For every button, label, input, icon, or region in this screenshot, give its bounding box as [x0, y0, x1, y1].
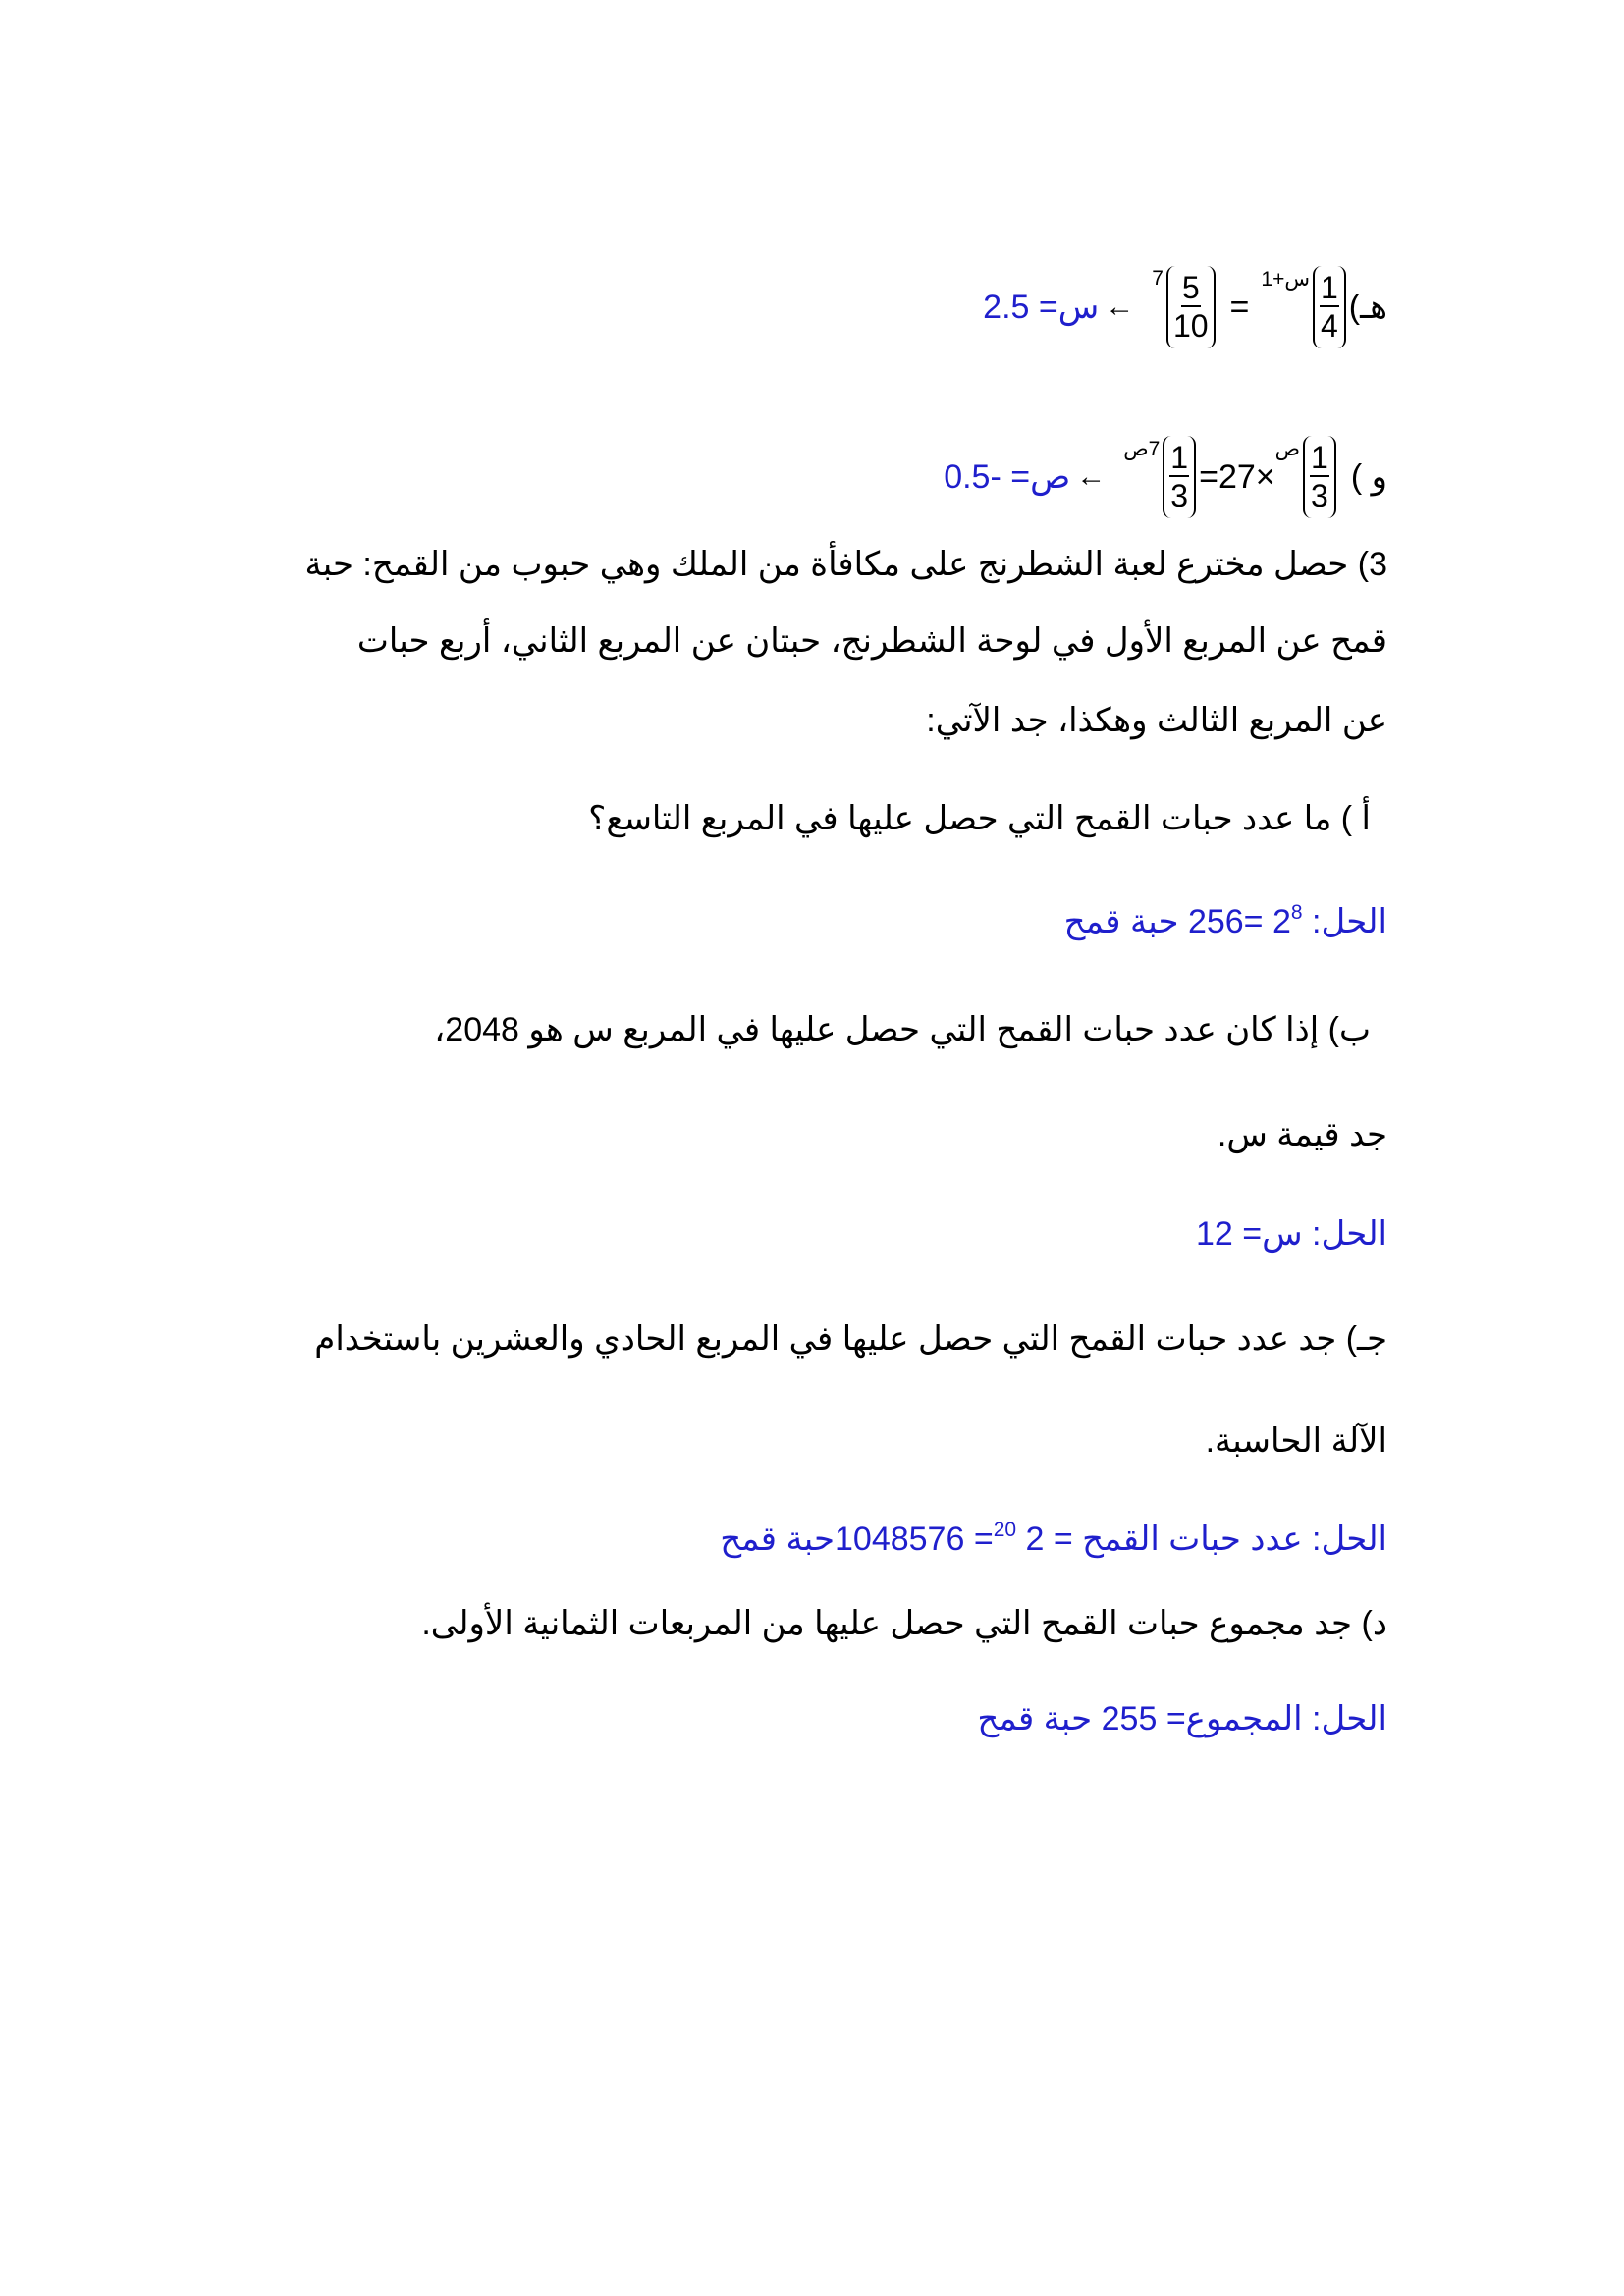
fraction-denominator: 3: [1170, 478, 1189, 513]
equation-w: [944, 433, 1387, 521]
equation-w-solution: ص= -0.5: [944, 458, 1071, 496]
fraction-numerator: 1: [1320, 270, 1338, 305]
fraction-denominator: 4: [1320, 308, 1338, 344]
answer-exponent: 8: [1290, 901, 1303, 924]
equation-h-solution: س= 2.5: [983, 289, 1100, 326]
fraction-numerator: 5: [1181, 270, 1200, 305]
part-a-answer: [1064, 900, 1387, 943]
fraction-denominator: 3: [1311, 478, 1328, 513]
equation-w-base1: [1303, 436, 1336, 518]
answer-suffix: =256 حبة قمح: [1063, 903, 1272, 940]
arrow-left-icon: ←: [1105, 291, 1135, 323]
fraction-numerator: 1: [1311, 440, 1328, 475]
fraction-numerator: 1: [1170, 440, 1189, 475]
exponent: ص: [1274, 438, 1301, 460]
equation-h-base1: [1313, 266, 1346, 348]
equation-h-base2: [1166, 266, 1216, 348]
part-c-question-line2: الآلة الحاسبة.: [1205, 1422, 1387, 1460]
answer-exponent: 20: [993, 1519, 1017, 1541]
equation-h: [983, 263, 1387, 351]
answer-prefix: الحل: عدد حبات القمح = 2: [1016, 1521, 1387, 1558]
part-c-answer: [720, 1518, 1387, 1561]
exponent: س+1: [1261, 268, 1310, 291]
part-d-question: د) جد مجموع حبات القمح التي حصل عليها من المربعات الثمانية الأولى.: [421, 1605, 1387, 1642]
part-c-question-line1: جـ) جد عدد حبات القمح التي حصل عليها في المربع الحادي والعشرين باستخدام: [314, 1320, 1387, 1358]
problem3-line1: 3) حصل مخترع لعبة الشطرنج على مكافأة من الملك وهي حبوب من القمح: حبة: [304, 546, 1387, 583]
exponent: 7ص: [1123, 438, 1161, 460]
exponent: 7: [1152, 267, 1164, 290]
part-b-question-line1: ب) إذا كان عدد حبات القمح التي حصل عليها في المربع س هو 2048،: [434, 1011, 1371, 1048]
answer-prefix: الحل: 2: [1272, 903, 1387, 940]
part-b-question-line2: جد قيمة س.: [1217, 1116, 1387, 1153]
equation-w-label: و ): [1350, 458, 1387, 496]
problem3-line3: عن المربع الثالث وهكذا، جد الآتي:: [926, 702, 1387, 739]
part-a-question: أ ) ما عدد حبات القمح التي حصل عليها في المربع التاسع؟: [588, 800, 1371, 837]
equals-sign: =: [1229, 288, 1250, 326]
part-d-answer: الحل: المجموع= 255 حبة قمح: [977, 1700, 1387, 1737]
answer-suffix: = 1048576حبة قمح: [720, 1521, 994, 1558]
arrow-left-icon: ←: [1076, 460, 1107, 493]
times-27: ×27=: [1199, 457, 1275, 496]
problem3-line2: قمح عن المربع الأول في لوحة الشطرنج، حبتان عن المربع الثاني، أربع حبات: [356, 622, 1387, 660]
equation-h-label: هـ): [1348, 289, 1387, 326]
equation-w-base2: [1163, 436, 1196, 518]
part-b-answer: الحل: س= 12: [1195, 1215, 1387, 1253]
fraction-denominator: 10: [1172, 308, 1209, 344]
